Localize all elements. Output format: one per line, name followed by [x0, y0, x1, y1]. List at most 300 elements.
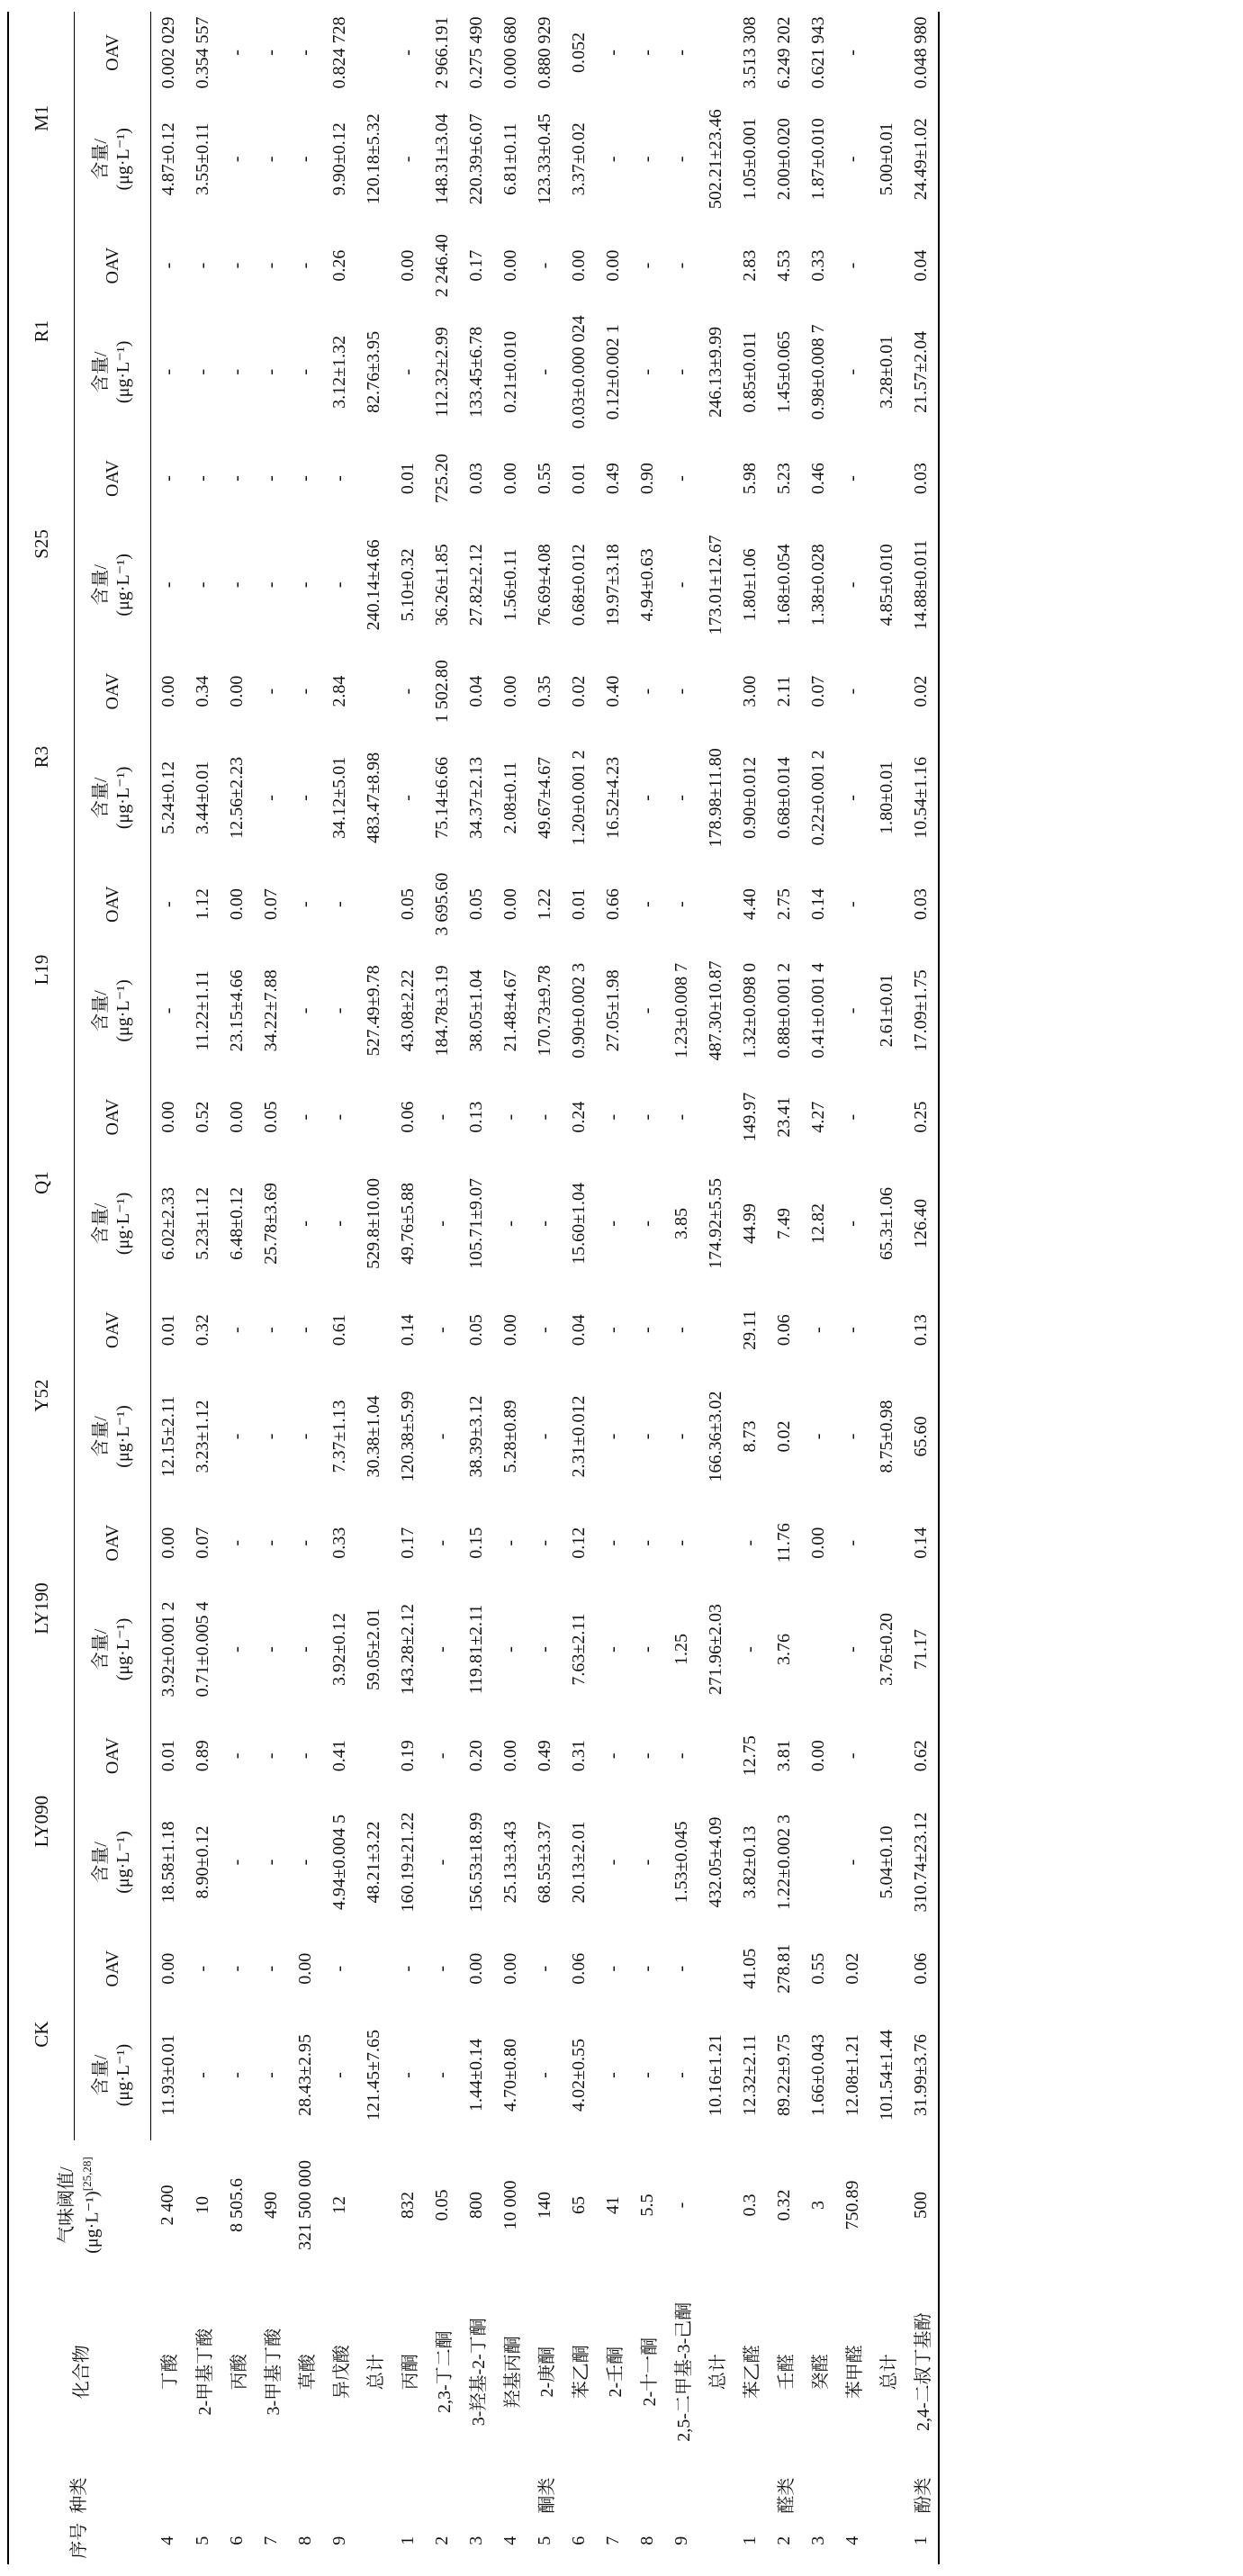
cell-amount: -	[500, 1646, 520, 1653]
cell-amount: -	[329, 581, 349, 589]
cell-oav: -	[602, 1327, 623, 1334]
cell-amount: 16.52±4.23	[602, 756, 623, 839]
table-row	[904, 12, 939, 2564]
header-amount-line2: (μg·L⁻¹)	[113, 128, 133, 191]
row-threshold: 321 500 000	[294, 2160, 315, 2251]
cell-amount: 12.15±2.11	[158, 1395, 178, 1478]
cell-oav: -	[671, 1752, 691, 1760]
row-threshold: 8 505.6	[226, 2178, 247, 2233]
row-compound-name: 异戊酸	[331, 2345, 352, 2400]
cell-oav	[869, 1502, 904, 1584]
cell-oav: -	[329, 1113, 349, 1121]
row-kind	[630, 2474, 664, 2517]
cell-amount: -	[671, 581, 691, 589]
row-threshold: 750.89	[842, 2180, 862, 2230]
cell-amount: 1.80±1.06	[739, 548, 760, 622]
cell-amount: 5.28±0.89	[500, 1400, 520, 1473]
cell-oav: 3.81	[773, 1740, 794, 1772]
header-amount-line2: (μg·L⁻¹)	[113, 979, 133, 1042]
cell-amount: 17.09±1.75	[904, 945, 939, 1076]
cell-oav	[356, 1928, 391, 2010]
table-row	[664, 12, 698, 2564]
cell-amount: -	[636, 1220, 657, 1227]
cell-amount: 119.81±2.11	[465, 1604, 486, 1695]
row-seq: 5	[534, 2535, 554, 2545]
cell-amount: 7.63±2.11	[568, 1613, 589, 1686]
cell-amount: 24.49±1.02	[904, 94, 939, 225]
header-sample-m1: M1	[8, 12, 75, 225]
header-amount-line1: 含量/	[91, 1628, 111, 1671]
cell-amount: -	[397, 368, 418, 375]
header-amount-line2: (μg·L⁻¹)	[113, 340, 133, 404]
cell-amount: 148.31±3.04	[431, 113, 452, 205]
cell-amount: 0.71±0.005 4	[192, 1601, 212, 1698]
row-seq: 6	[568, 2535, 589, 2545]
cell-amount: -	[397, 2072, 418, 2078]
cell-oav: -	[842, 1539, 862, 1546]
cell-amount: 2.31±0.012	[568, 1395, 589, 1478]
header-oav: OAV	[75, 225, 151, 307]
cell-oav: 0.00	[807, 1740, 828, 1772]
row-seq: 2	[773, 2535, 794, 2545]
cell-amount: -	[636, 156, 657, 163]
cell-amount: -	[842, 368, 862, 375]
row-seq: 4	[842, 2535, 862, 2545]
cell-oav: -	[534, 262, 554, 269]
cell-amount: 6.48±0.12	[226, 1186, 247, 1260]
cell-oav: 0.00	[158, 675, 178, 707]
header-amount	[75, 94, 151, 225]
cell-amount: 34.22±7.88	[260, 969, 281, 1052]
cell-oav: 23.41	[773, 1096, 794, 1138]
cell-oav: -	[329, 1965, 349, 1972]
row-threshold	[356, 2140, 391, 2269]
cell-oav: -	[294, 50, 315, 56]
row-kind	[459, 2474, 493, 2517]
table-body	[151, 12, 940, 2564]
cell-amount: 121.45±7.65	[363, 2030, 383, 2121]
cell-oav: -	[192, 262, 212, 269]
row-compound-name: 苯甲醛	[844, 2345, 865, 2400]
row-threshold: 490	[260, 2192, 281, 2220]
cell-amount: -	[260, 1859, 281, 1866]
cell-amount: -	[397, 795, 418, 801]
table-row	[322, 12, 356, 2564]
cell-oav: 0.621 943	[807, 16, 828, 89]
cell-oav: 0.00	[500, 888, 520, 921]
cell-oav: -	[158, 475, 178, 482]
cell-oav	[698, 651, 733, 733]
cell-oav: -	[636, 901, 657, 907]
cell-amount: 1.53±0.045	[671, 1821, 691, 1904]
cell-oav: -	[431, 1327, 452, 1334]
cell-amount: 173.01±12.67	[705, 535, 725, 635]
cell-amount: 38.05±1.04	[465, 969, 486, 1052]
cell-amount: 483.47±8.98	[363, 752, 383, 843]
cell-amount: -	[226, 1433, 247, 1440]
cell-oav: 0.052	[568, 32, 589, 73]
header-threshold	[8, 2140, 151, 2269]
cell-amount: 0.90±0.012	[739, 756, 760, 839]
row-kind	[322, 2474, 356, 2517]
header-amount-line1: 含量/	[91, 139, 111, 180]
row-compound-name: 丁酸	[160, 2354, 181, 2391]
cell-oav: 0.03	[904, 437, 939, 519]
volatile-compounds-table	[7, 12, 940, 2564]
row-threshold: 65	[568, 2196, 589, 2215]
cell-amount: -	[534, 2072, 554, 2078]
cell-amount: -	[158, 581, 178, 589]
cell-amount: -	[636, 1007, 657, 1014]
cell-amount: 31.99±3.76	[904, 2010, 939, 2141]
cell-amount: 14.88±0.011	[904, 519, 939, 651]
cell-oav: 0.880 929	[534, 16, 554, 89]
cell-amount: 30.38±1.04	[363, 1395, 383, 1478]
cell-amount: 3.55±0.11	[192, 122, 212, 195]
cell-amount: 3.44±0.01	[192, 761, 212, 834]
cell-oav: 3.00	[739, 675, 760, 707]
cell-oav: 0.34	[192, 675, 212, 707]
cell-amount: -	[534, 1646, 554, 1653]
cell-oav: -	[807, 1327, 828, 1334]
cell-oav: 0.04	[465, 675, 486, 707]
cell-amount: 1.25	[671, 1633, 691, 1665]
cell-oav: 4.27	[807, 1101, 828, 1133]
cell-amount: -	[636, 2072, 657, 2078]
header-amount	[75, 306, 151, 437]
cell-oav: -	[226, 475, 247, 482]
cell-oav: -	[842, 262, 862, 269]
row-threshold: 10 000	[500, 2180, 520, 2230]
cell-oav: 0.824 728	[329, 16, 349, 89]
cell-amount: 12.82	[807, 1202, 828, 1244]
cell-amount: -	[192, 581, 212, 589]
row-kind	[151, 2474, 186, 2517]
cell-amount: 126.40	[904, 1158, 939, 1290]
cell-amount: 120.38±5.99	[397, 1391, 418, 1482]
cell-amount: 11.22±1.11	[192, 970, 212, 1051]
header-sample-r3: R3	[8, 651, 75, 864]
cell-amount: 3.85	[671, 1207, 691, 1239]
cell-oav: -	[158, 262, 178, 269]
cell-amount: 310.74±23.12	[904, 1797, 939, 1928]
cell-oav: 0.20	[465, 1740, 486, 1772]
row-threshold: 41	[602, 2196, 623, 2215]
cell-amount: -	[226, 2072, 247, 2078]
cell-amount: 3.28±0.01	[876, 335, 896, 409]
header-sample-ly190: LY190	[8, 1502, 75, 1716]
cell-amount: 174.92±5.55	[705, 1177, 725, 1269]
cell-amount: 8.73	[739, 1420, 760, 1453]
header-amount	[75, 1797, 151, 1928]
cell-amount: 432.05±4.09	[705, 1816, 725, 1908]
cell-amount: -	[636, 1433, 657, 1440]
cell-oav: 278.81	[773, 1943, 794, 1994]
cell-oav	[698, 225, 733, 307]
cell-amount: 71.17	[904, 1584, 939, 1716]
cell-amount: 4.94±0.004 5	[329, 1815, 349, 1910]
cell-oav: 0.00	[807, 1527, 828, 1559]
cell-oav: -	[329, 475, 349, 482]
cell-oav	[869, 1928, 904, 2010]
cell-oav: -	[260, 262, 281, 269]
cell-amount: 8.75±0.98	[876, 1400, 896, 1473]
cell-amount: 502.21±23.46	[705, 109, 725, 210]
cell-amount: -	[431, 1646, 452, 1653]
cell-oav: -	[842, 688, 862, 695]
row-kind	[562, 2474, 596, 2517]
cell-oav: 0.000 680	[500, 16, 520, 89]
cell-oav: -	[602, 1965, 623, 1972]
table-row	[356, 12, 391, 2564]
cell-amount: 0.88±0.001 2	[773, 962, 794, 1058]
cell-oav: -	[294, 1113, 315, 1121]
cell-amount: -	[294, 1859, 315, 1866]
cell-oav: 0.12	[568, 1527, 589, 1559]
cell-amount: 10.54±1.16	[904, 733, 939, 864]
cell-amount: 76.69±4.08	[534, 544, 554, 626]
row-kind	[801, 2474, 835, 2517]
cell-amount: 4.85±0.010	[876, 544, 896, 626]
header-amount-line1: 含量/	[91, 2054, 111, 2096]
cell-oav: 1.22	[534, 888, 554, 921]
cell-amount: -	[329, 1220, 349, 1227]
header-oav: OAV	[75, 1928, 151, 2010]
cell-amount: 4.70±0.80	[500, 2039, 520, 2112]
cell-oav: -	[260, 1539, 281, 1546]
cell-oav: -	[226, 262, 247, 269]
cell-oav: -	[226, 1539, 247, 1546]
cell-oav: -	[602, 1539, 623, 1546]
cell-amount: -	[842, 1433, 862, 1440]
cell-oav	[698, 1715, 733, 1797]
cell-oav	[869, 651, 904, 733]
cell-oav: 0.06	[773, 1314, 794, 1347]
cell-amount: -	[671, 795, 691, 801]
cell-oav: 5.98	[739, 463, 760, 495]
row-threshold: 12	[329, 2196, 349, 2215]
cell-oav: 0.00	[226, 675, 247, 707]
cell-oav: 0.00	[602, 249, 623, 282]
cell-oav: -	[294, 688, 315, 695]
row-compound-name: 总计	[365, 2354, 386, 2391]
cell-oav: 0.33	[807, 249, 828, 282]
cell-amount: -	[260, 1433, 281, 1440]
cell-oav: 0.04	[904, 225, 939, 307]
cell-oav	[869, 1715, 904, 1797]
cell-oav: 0.00	[500, 1314, 520, 1347]
cell-amount: 1.20±0.001 2	[568, 750, 589, 846]
cell-amount: 8.90±0.12	[192, 1825, 212, 1899]
cell-oav: 4.53	[773, 249, 794, 282]
cell-amount: 68.55±3.37	[534, 1821, 554, 1904]
header-amount-line2: (μg·L⁻¹)	[113, 1831, 133, 1894]
cell-amount: -	[397, 156, 418, 163]
cell-oav: 0.05	[465, 1314, 486, 1347]
cell-amount: 1.23±0.008 7	[671, 962, 691, 1058]
row-threshold: 500	[904, 2140, 939, 2269]
cell-amount: 27.05±1.98	[602, 969, 623, 1052]
cell-amount: -	[329, 2072, 349, 2078]
cell-oav	[356, 863, 391, 945]
cell-oav: -	[842, 901, 862, 907]
header-amount-line2: (μg·L⁻¹)	[113, 1192, 133, 1256]
cell-oav: 0.04	[568, 1314, 589, 1347]
cell-oav: 0.01	[397, 463, 418, 495]
cell-oav: 29.11	[739, 1310, 760, 1350]
row-compound-name: 癸醛	[810, 2354, 831, 2391]
cell-oav: -	[602, 50, 623, 56]
cell-amount: 25.13±3.43	[500, 1821, 520, 1904]
cell-amount: -	[842, 795, 862, 801]
cell-oav: -	[158, 901, 178, 907]
cell-oav: -	[636, 1752, 657, 1760]
cell-oav: -	[602, 1752, 623, 1760]
cell-amount: 44.99	[739, 1202, 760, 1244]
header-threshold-unit: (μg·L⁻¹)	[82, 2191, 103, 2254]
cell-oav	[356, 12, 391, 94]
cell-amount: 48.21±3.22	[363, 1821, 383, 1904]
cell-oav: -	[671, 688, 691, 695]
cell-amount: 12.56±2.23	[226, 756, 247, 839]
cell-amount: 21.48±4.67	[500, 969, 520, 1052]
cell-amount: -	[671, 1433, 691, 1440]
cell-oav: 6.249 202	[773, 16, 794, 89]
cell-oav: 0.06	[568, 1952, 589, 1985]
cell-amount: -	[329, 1007, 349, 1014]
cell-amount: 101.54±1.44	[876, 2030, 896, 2121]
cell-oav: -	[671, 50, 691, 56]
cell-oav: 0.13	[904, 1289, 939, 1371]
cell-oav	[698, 863, 733, 945]
cell-oav: 0.03	[465, 463, 486, 495]
header-amount-line1: 含量/	[91, 777, 111, 819]
header-oav: OAV	[75, 437, 151, 519]
cell-oav: 0.17	[397, 1527, 418, 1559]
cell-oav: 0.01	[568, 463, 589, 495]
cell-oav: 4.40	[739, 888, 760, 921]
row-threshold: 0.3	[739, 2193, 760, 2217]
cell-amount: 3.23±1.12	[192, 1400, 212, 1473]
header-amount-line2: (μg·L⁻¹)	[113, 1405, 133, 1468]
cell-oav: 0.02	[568, 675, 589, 707]
cell-amount: 529.8±10.00	[363, 1177, 383, 1269]
cell-oav: 0.40	[602, 675, 623, 707]
cell-amount: 5.00±0.01	[876, 122, 896, 196]
header-sample-y52: Y52	[8, 1289, 75, 1502]
cell-amount: -	[294, 1433, 315, 1440]
cell-amount: 34.37±2.13	[465, 756, 486, 839]
row-compound-name: 3-羟基-2-丁酮	[468, 2318, 489, 2427]
cell-oav: -	[842, 1113, 862, 1121]
cell-oav: 0.90	[636, 463, 657, 495]
cell-amount: -	[500, 1220, 520, 1227]
row-threshold: 832	[397, 2192, 418, 2220]
cell-amount: -	[671, 2072, 691, 2078]
cell-amount: -	[842, 156, 862, 163]
cell-amount: 0.68±0.012	[568, 544, 589, 626]
cell-oav: 0.33	[329, 1527, 349, 1559]
cell-oav: -	[431, 1113, 452, 1121]
cell-oav: -	[260, 475, 281, 482]
row-kind	[733, 2474, 767, 2517]
cell-amount: 3.82±0.13	[739, 1825, 760, 1899]
cell-oav: 0.15	[465, 1527, 486, 1559]
cell-oav: 0.00	[226, 888, 247, 921]
header-amount-line2: (μg·L⁻¹)	[113, 766, 133, 830]
cell-oav: -	[671, 262, 691, 269]
cell-amount: 3.92±0.001 2	[158, 1601, 178, 1698]
table-row	[220, 12, 254, 2564]
cell-oav: 0.02	[842, 1952, 862, 1985]
cell-oav: -	[671, 475, 691, 482]
cell-oav: 0.02	[904, 651, 939, 733]
cell-amount: 20.13±2.01	[568, 1821, 589, 1904]
header-sample-r1: R1	[8, 225, 75, 438]
row-seq	[869, 2517, 904, 2564]
cell-oav: -	[636, 1965, 657, 1972]
cell-oav: -	[226, 1752, 247, 1760]
cell-amount: 7.49	[773, 1207, 794, 1239]
cell-amount: 240.14±4.66	[363, 539, 383, 631]
cell-amount: -	[842, 1859, 862, 1866]
cell-amount: -	[431, 1433, 452, 1440]
row-seq: 9	[671, 2535, 691, 2545]
cell-oav: 0.14	[904, 1502, 939, 1584]
table-row	[733, 12, 767, 2564]
cell-amount: 1.22±0.002 3	[773, 1815, 794, 1910]
cell-amount: -	[158, 1007, 178, 1014]
cell-oav: -	[192, 475, 212, 482]
cell-amount: 184.78±3.19	[431, 965, 452, 1057]
row-seq: 3	[807, 2535, 828, 2545]
header-amount-line2: (μg·L⁻¹)	[113, 2043, 133, 2107]
row-compound-name: 2-庚酮	[536, 2346, 557, 2398]
cell-amount: 0.03±0.000 024	[568, 315, 589, 429]
cell-oav: -	[294, 262, 315, 269]
cell-amount: 1.87±0.010	[807, 118, 828, 201]
cell-amount: 0.90±0.002 3	[568, 962, 589, 1058]
table-row	[459, 12, 493, 2564]
cell-oav: -	[294, 1327, 315, 1334]
row-compound-name: 总计	[878, 2354, 899, 2391]
cell-oav: -	[671, 1965, 691, 1972]
cell-amount: 25.78±3.69	[260, 1182, 281, 1265]
cell-amount: -	[226, 1859, 247, 1866]
row-seq	[356, 2517, 391, 2564]
cell-oav: 0.00	[158, 1952, 178, 1985]
row-seq: 7	[260, 2535, 281, 2545]
cell-oav: -	[397, 1965, 418, 1972]
cell-oav: 0.55	[534, 463, 554, 495]
cell-amount: 34.12±5.01	[329, 756, 349, 839]
table-row	[767, 12, 801, 2564]
cell-oav: -	[842, 1327, 862, 1334]
cell-oav: 0.55	[807, 1952, 828, 1985]
cell-oav	[698, 1928, 733, 2010]
cell-amount: 0.98±0.008 7	[807, 324, 828, 420]
row-compound-name: 丙酮	[400, 2354, 420, 2391]
cell-oav: -	[226, 1327, 247, 1334]
cell-oav: -	[636, 1539, 657, 1546]
cell-amount: -	[636, 1646, 657, 1653]
cell-amount: 0.21±0.010	[500, 330, 520, 413]
row-threshold: 800	[465, 2192, 486, 2220]
cell-amount: -	[602, 1646, 623, 1653]
cell-oav	[356, 1502, 391, 1584]
header-amount	[75, 733, 151, 864]
cell-oav	[698, 12, 733, 94]
